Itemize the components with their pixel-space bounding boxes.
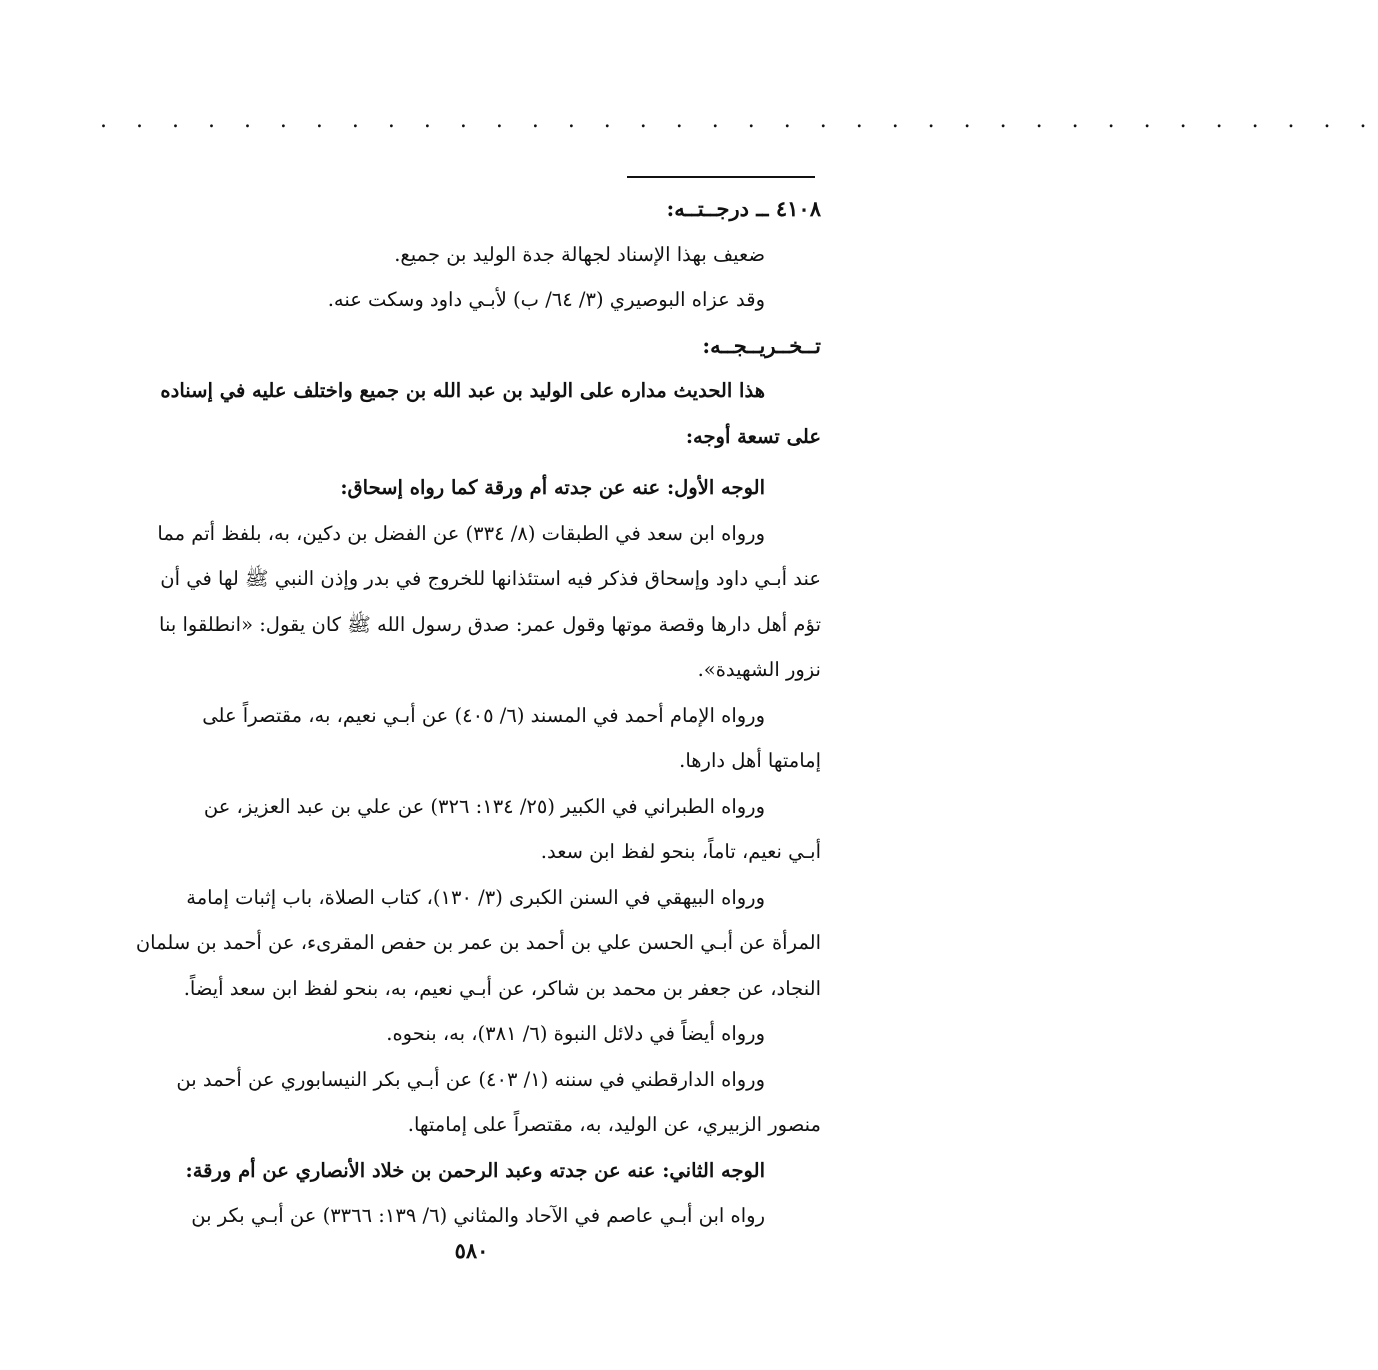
page-number: ٥٨٠ [454,1238,489,1263]
takhrij-intro-line: على تسعة أوجه: [685,424,821,448]
paragraph-line: إمامتها أهل دارها. [679,749,821,772]
main-text [121,186,821,1239]
paragraph-line: المرأة عن أبـي الحسن علي بن أحمد بن عمر بن حفص المقرىء، عن أحمد بن سلمان [135,931,821,954]
paragraph-line: ورواه الإمام أحمد في المسند (٦/ ٤٠٥) عن أبـي نعيم، به، مقتصراً على [202,703,765,727]
paragraph-line: منصور الزبيري، عن الوليد، به، مقتصراً على إمامتها. [407,1113,821,1136]
takhrij-intro-line: هذا الحديث مداره على الوليد بن عبد الله بن جميع واختلف عليه في إسناده [160,379,765,402]
paragraph-line: رواه ابن أبـي عاصم في الآحاد والمثاني (٦/ ١٣٩: ٣٣٦٦) عن أبـي بكر بن [191,1204,765,1227]
second-aspect-heading: الوجه الثاني: عنه عن جدته وعبد الرحمن بن خلاد الأنصاري عن أم ورقة: [185,1158,765,1182]
paragraph-line: ورواه أيضاً في دلائل النبوة (٦/ ٣٨١)، به، بنحوه. [386,1022,765,1045]
heading-rule [627,176,815,178]
paragraph-line: النجاد، عن جعفر بن محمد بن شاكر، عن أبـي نعيم، به، بنحو لفظ ابن سعد أيضاً. [183,976,821,1000]
separator-dots: . . . . . . . . . . . . . . . . . . . . . . . . . . . . . . . . . . . . [100,108,1378,133]
paragraph-line: أبـي نعيم، تاماً، بنحو لفظ ابن سعد. [540,840,821,863]
grade-line: ضعيف بهذا الإسناد لجهالة جدة الوليد بن جميع. [394,242,765,266]
paragraph-line: عند أبـي داود وإسحاق فذكر فيه استئذانها للخروج في بدر وإذن النبي ﷺ لها في أن [160,567,821,590]
paragraph-line: ورواه الدارقطني في سننه (١/ ٤٠٣) عن أبـي بكر النيسابوري عن أحمد بن [176,1067,765,1091]
grade-line: وقد عزاه البوصيري (٣/ ٦٤/ ب) لأبـي داود وسكت عنه. [327,288,765,311]
first-aspect-heading: الوجه الأول: عنه عن جدته أم ورقة كما رواه إسحاق: [340,476,765,499]
paragraph-line: ورواه البيهقي في السنن الكبرى (٣/ ١٣٠)، كتاب الصلاة، باب إثبات إمامة [186,885,765,909]
paragraph-line: ورواه ابن سعد في الطبقات (٨/ ٣٣٤) عن الفضل بن دكين، به، بلفظ أتم مما [157,521,765,545]
takhrij-heading: تــخــريــجــه: [702,332,821,358]
paragraph-line: نزور الشهيدة». [697,658,821,681]
entry-grade-heading: ٤١٠٨ ــ درجــتــه: [666,196,821,221]
paragraph-line: ورواه الطبراني في الكبير (٢٥/ ١٣٤: ٣٢٦) عن علي بن عبد العزيز، عن [203,794,765,818]
paragraph-line: تؤم أهل دارها وقصة موتها وقول عمر: صدق رسول الله ﷺ كان يقول: «انطلقوا بنا [159,612,821,636]
